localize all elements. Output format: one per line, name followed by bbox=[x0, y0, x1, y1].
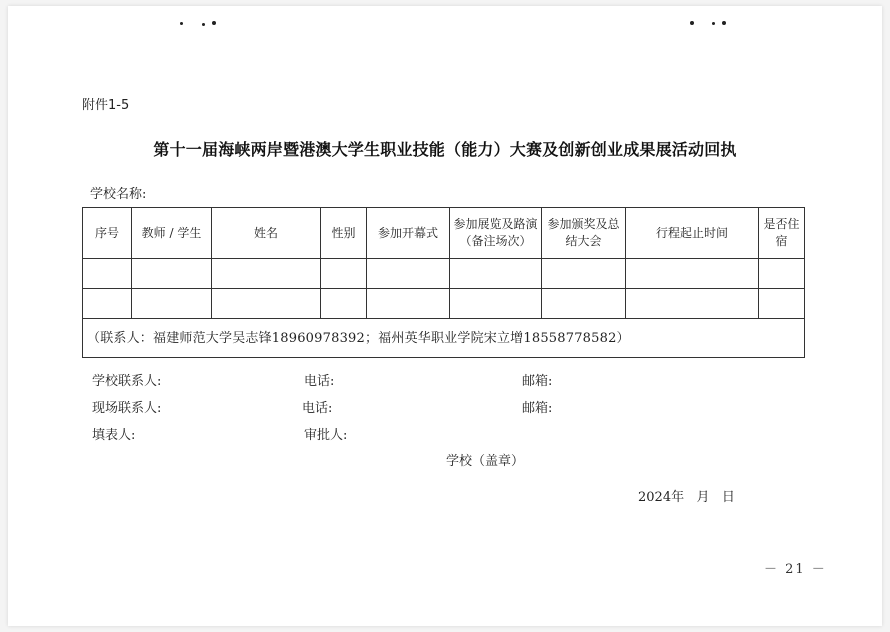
header-cell-exhibition: 参加展览及路演（备注场次） bbox=[450, 208, 542, 259]
scan-speck bbox=[180, 22, 183, 25]
table-cell[interactable] bbox=[759, 259, 805, 289]
header-cell-name: 姓名 bbox=[212, 208, 321, 259]
scan-speck bbox=[202, 23, 205, 26]
email-label: 邮箱: bbox=[522, 374, 553, 389]
table-cell[interactable] bbox=[83, 289, 132, 319]
scan-speck bbox=[690, 21, 694, 25]
filled-by-label: 填表人: bbox=[92, 428, 136, 443]
school-seal-label: 学校（盖章） bbox=[446, 454, 525, 469]
table-cell[interactable] bbox=[212, 289, 321, 319]
header-cell-index: 序号 bbox=[83, 208, 132, 259]
table-cell[interactable] bbox=[132, 259, 212, 289]
table-cell[interactable] bbox=[321, 259, 367, 289]
table-row bbox=[83, 259, 805, 289]
header-cell-schedule: 行程起止时间 bbox=[626, 208, 759, 259]
table-cell[interactable] bbox=[542, 289, 626, 319]
site-contact-label: 现场联系人: bbox=[92, 401, 162, 416]
table-cell[interactable] bbox=[626, 259, 759, 289]
table-cell[interactable] bbox=[542, 259, 626, 289]
table-cell[interactable] bbox=[759, 289, 805, 319]
table-cell[interactable] bbox=[321, 289, 367, 319]
header-cell-opening: 参加开幕式 bbox=[367, 208, 450, 259]
header-cell-awards: 参加颁奖及总结大会 bbox=[542, 208, 626, 259]
email-label: 邮箱: bbox=[522, 401, 553, 416]
contacts-note: （联系人：福建师范大学吴志锋18960978392；福州英华职业学院宋立增18558778582） bbox=[83, 319, 805, 358]
header-cell-gender: 性别 bbox=[321, 208, 367, 259]
table-cell[interactable] bbox=[367, 289, 450, 319]
date-line: 2024年 月 日 bbox=[638, 490, 735, 505]
header-cell-role: 教师 / 学生 bbox=[132, 208, 212, 259]
table-cell[interactable] bbox=[132, 289, 212, 319]
scan-speck bbox=[212, 21, 216, 25]
table-cell[interactable] bbox=[450, 259, 542, 289]
table-cell[interactable] bbox=[450, 289, 542, 319]
header-cell-lodging: 是否住宿 bbox=[759, 208, 805, 259]
table-cell[interactable] bbox=[83, 259, 132, 289]
scan-speck bbox=[722, 21, 726, 25]
scan-speck bbox=[712, 22, 715, 25]
document-title: 第十一届海峡两岸暨港澳大学生职业技能（能力）大赛及创新创业成果展活动回执 bbox=[153, 140, 737, 159]
table-row bbox=[83, 289, 805, 319]
school-name-label: 学校名称: bbox=[90, 187, 147, 202]
phone-label: 电话: bbox=[302, 401, 333, 416]
table-header-row bbox=[83, 208, 805, 259]
page-number: － 21 － bbox=[764, 562, 827, 577]
contacts-row bbox=[83, 319, 805, 358]
table-cell[interactable] bbox=[626, 289, 759, 319]
school-contact-label: 学校联系人: bbox=[92, 374, 162, 389]
approved-by-label: 审批人: bbox=[304, 428, 348, 443]
registration-table bbox=[82, 207, 805, 358]
attachment-label: 附件1-5 bbox=[82, 98, 130, 113]
phone-label: 电话: bbox=[304, 374, 335, 389]
table-cell[interactable] bbox=[212, 259, 321, 289]
table-cell[interactable] bbox=[367, 259, 450, 289]
